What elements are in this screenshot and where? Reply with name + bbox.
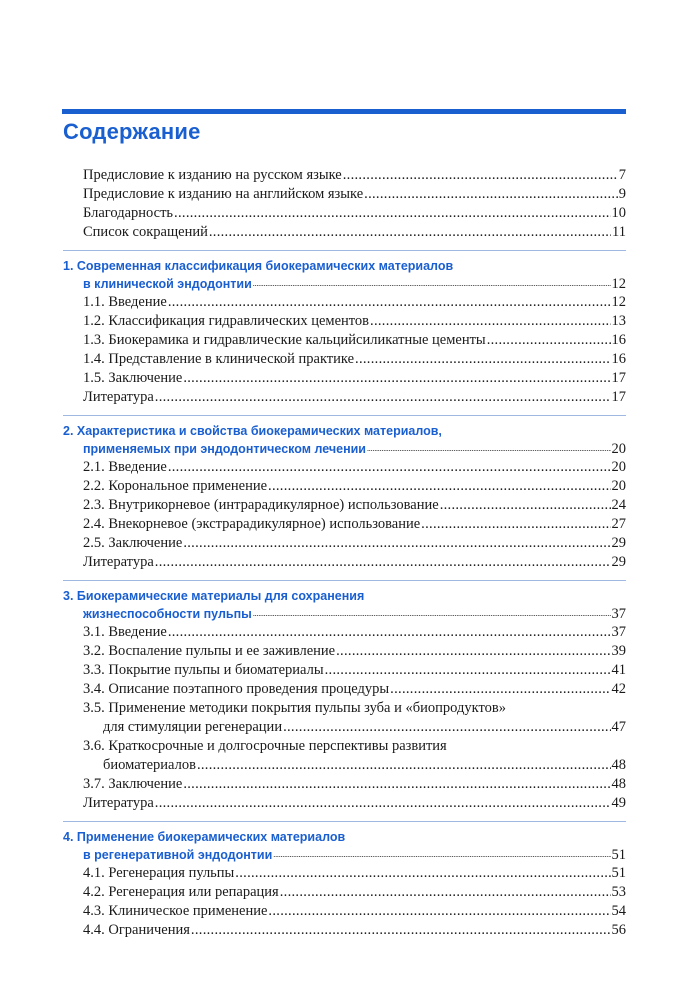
toc-entry[interactable] [63, 921, 626, 940]
entry-label: для стимуляции регенерации [103, 719, 283, 735]
entry-label: 2.1. Введение [83, 459, 167, 475]
entry-label: 4.2. Регенерация или репарация [83, 884, 279, 900]
dot-leader [367, 440, 611, 458]
page-number: 48 [611, 776, 626, 792]
entry-label: 3.2. Воспаление пульпы и ее заживление [83, 643, 336, 659]
entry-label: 2.2. Корональное применение [83, 478, 268, 494]
entry-label: 3.7. Заключение [83, 776, 183, 792]
page-number: 13 [611, 313, 626, 329]
page-number: 10 [611, 205, 626, 221]
chapter-title[interactable]: 1. Современная классификация биокерамических материалов [63, 259, 454, 273]
chapter-title[interactable]: 3. Биокерамические материалы для сохранения [63, 589, 365, 603]
dot-leader [268, 902, 610, 921]
entry-label: Литература [83, 389, 154, 405]
page-number: 7 [618, 167, 626, 183]
page-number: 42 [611, 681, 626, 697]
chapter-title-cont: жизнеспособности пульпы [83, 607, 252, 621]
page-number: 53 [611, 884, 626, 900]
page-number: 17 [611, 389, 626, 405]
chapter-title-cont: в клинической эндодонтии [83, 277, 252, 291]
entry-label: Предисловие к изданию на русском языке [83, 167, 342, 183]
entry-label: 3.1. Введение [83, 624, 167, 640]
toc-entry[interactable] [63, 293, 626, 312]
entry-label: 1.1. Введение [83, 294, 167, 310]
toc-entry[interactable] [63, 185, 626, 204]
page-title: Содержание [63, 119, 201, 144]
dot-leader [280, 883, 611, 902]
chapter-title[interactable]: 2. Характеристика и свойства биокерамических материалов, [63, 424, 442, 438]
dot-leader [174, 204, 610, 223]
dot-leader [183, 369, 610, 388]
toc-entry[interactable] [63, 350, 626, 369]
toc-entry[interactable] [63, 204, 626, 223]
dot-leader [364, 185, 618, 204]
toc-entry[interactable] [63, 458, 626, 477]
entry-label: 1.3. Биокерамика и гидравлические кальцийсиликатные цементы [83, 332, 486, 348]
chapter-divider [63, 415, 626, 416]
dot-leader [168, 293, 611, 312]
chapter-title-entry[interactable] [63, 440, 626, 458]
chapter-title-cont: в регенеративной эндодонтии [83, 848, 273, 862]
entry-label: 2.3. Внутрикорневое (интрарадикулярное) использование [83, 497, 439, 513]
page-number: 51 [611, 847, 626, 863]
toc-entry-line[interactable]: 3.5. Применение методики покрытия пульпы зуба и «биопродуктов» [83, 700, 506, 716]
page-number: 24 [611, 497, 626, 513]
entry-label: 1.5. Заключение [83, 370, 183, 386]
page-number: 12 [611, 294, 626, 310]
chapter-title-entry[interactable] [63, 605, 626, 623]
dot-leader [336, 642, 610, 661]
entry-label: Литература [83, 795, 154, 811]
dot-leader [168, 623, 611, 642]
dot-leader [209, 223, 611, 242]
toc-entry[interactable] [63, 883, 626, 902]
page-number: 51 [611, 865, 626, 881]
toc-entry[interactable] [63, 642, 626, 661]
dot-leader [343, 166, 618, 185]
entry-label: 2.4. Внекорневое (экстрарадикулярное) использование [83, 516, 421, 532]
toc-entry[interactable] [63, 388, 626, 407]
dot-leader [183, 775, 610, 794]
dot-leader [440, 496, 611, 515]
chapter-title-entry[interactable] [63, 275, 626, 293]
dot-leader [168, 458, 611, 477]
dot-leader [370, 312, 610, 331]
dot-leader [487, 331, 611, 350]
toc-entry-cont[interactable] [63, 718, 626, 737]
page-number: 16 [611, 351, 626, 367]
dot-leader [268, 477, 610, 496]
toc-entry[interactable] [63, 661, 626, 680]
toc-entry[interactable] [63, 623, 626, 642]
entry-label: Список сокращений [83, 224, 208, 240]
chapter-divider [63, 580, 626, 581]
dot-leader [155, 794, 611, 813]
toc-entry[interactable] [63, 553, 626, 572]
page-number: 54 [611, 903, 626, 919]
toc-entry[interactable] [63, 166, 626, 185]
dot-leader [253, 605, 611, 623]
chapter-title-cont: применяемых при эндодонтическом лечении [83, 442, 366, 456]
entry-label: 4.1. Регенерация пульпы [83, 865, 235, 881]
entry-label: 3.3. Покрытие пульпы и биоматериалы [83, 662, 324, 678]
page-number: 37 [611, 624, 626, 640]
entry-label: 3.4. Описание поэтапного проведения процедуры [83, 681, 390, 697]
page-number: 20 [611, 459, 626, 475]
page-number: 12 [611, 276, 626, 292]
toc-entry[interactable] [63, 496, 626, 515]
page-number: 39 [611, 643, 626, 659]
dot-leader [155, 388, 611, 407]
page-number: 29 [611, 554, 626, 570]
dot-leader [325, 661, 611, 680]
chapter-title[interactable]: 4. Применение биокерамических материалов [63, 830, 346, 844]
page-number: 20 [611, 478, 626, 494]
entry-label: 4.4. Ограничения [83, 922, 190, 938]
entry-label: Предисловие к изданию на английском языке [83, 186, 364, 202]
toc-entry[interactable] [63, 902, 626, 921]
entry-label: Благодарность [83, 205, 174, 221]
dot-leader [197, 756, 611, 775]
entry-label: 4.3. Клиническое применение [83, 903, 268, 919]
page-number: 27 [611, 516, 626, 532]
toc-entry[interactable] [63, 515, 626, 534]
page-number: 49 [611, 795, 626, 811]
page-number: 47 [611, 719, 626, 735]
page-number: 20 [611, 441, 626, 457]
page-number: 9 [618, 186, 626, 202]
toc-entry[interactable] [63, 680, 626, 699]
page-number: 41 [611, 662, 626, 678]
dot-leader [253, 275, 611, 293]
toc-entry-cont[interactable] [63, 756, 626, 775]
page-number: 48 [611, 757, 626, 773]
dot-leader [183, 534, 610, 553]
dot-leader [273, 846, 610, 864]
dot-leader [155, 553, 611, 572]
toc-entry[interactable] [63, 369, 626, 388]
page-number: 16 [611, 332, 626, 348]
toc-entry[interactable] [63, 331, 626, 350]
toc-entry[interactable] [63, 312, 626, 331]
page-number: 37 [611, 606, 626, 622]
page-number: 29 [611, 535, 626, 551]
dot-leader [390, 680, 610, 699]
dot-leader [235, 864, 610, 883]
dot-leader [283, 718, 610, 737]
entry-label: 1.2. Классификация гидравлических цементов [83, 313, 370, 329]
dot-leader [191, 921, 611, 940]
chapter-divider [63, 250, 626, 251]
entry-label: биоматериалов [103, 757, 196, 773]
page-number: 11 [612, 224, 626, 240]
toc-entry-line[interactable]: 3.6. Краткосрочные и долгосрочные перспективы развития [83, 738, 447, 754]
dot-leader [421, 515, 610, 534]
chapter-title-entry[interactable] [63, 846, 626, 864]
toc-entry[interactable] [63, 864, 626, 883]
table-of-contents [63, 166, 626, 940]
entry-label: 2.5. Заключение [83, 535, 183, 551]
page-number: 17 [611, 370, 626, 386]
top-rule [62, 109, 626, 114]
page-number: 56 [611, 922, 626, 938]
toc-entry[interactable] [63, 477, 626, 496]
toc-entry[interactable] [63, 775, 626, 794]
entry-label: Литература [83, 554, 154, 570]
entry-label: 1.4. Представление в клинической практике [83, 351, 355, 367]
toc-entry[interactable] [63, 534, 626, 553]
toc-entry[interactable] [63, 223, 626, 242]
toc-entry[interactable] [63, 794, 626, 813]
dot-leader [355, 350, 610, 369]
chapter-divider [63, 821, 626, 822]
